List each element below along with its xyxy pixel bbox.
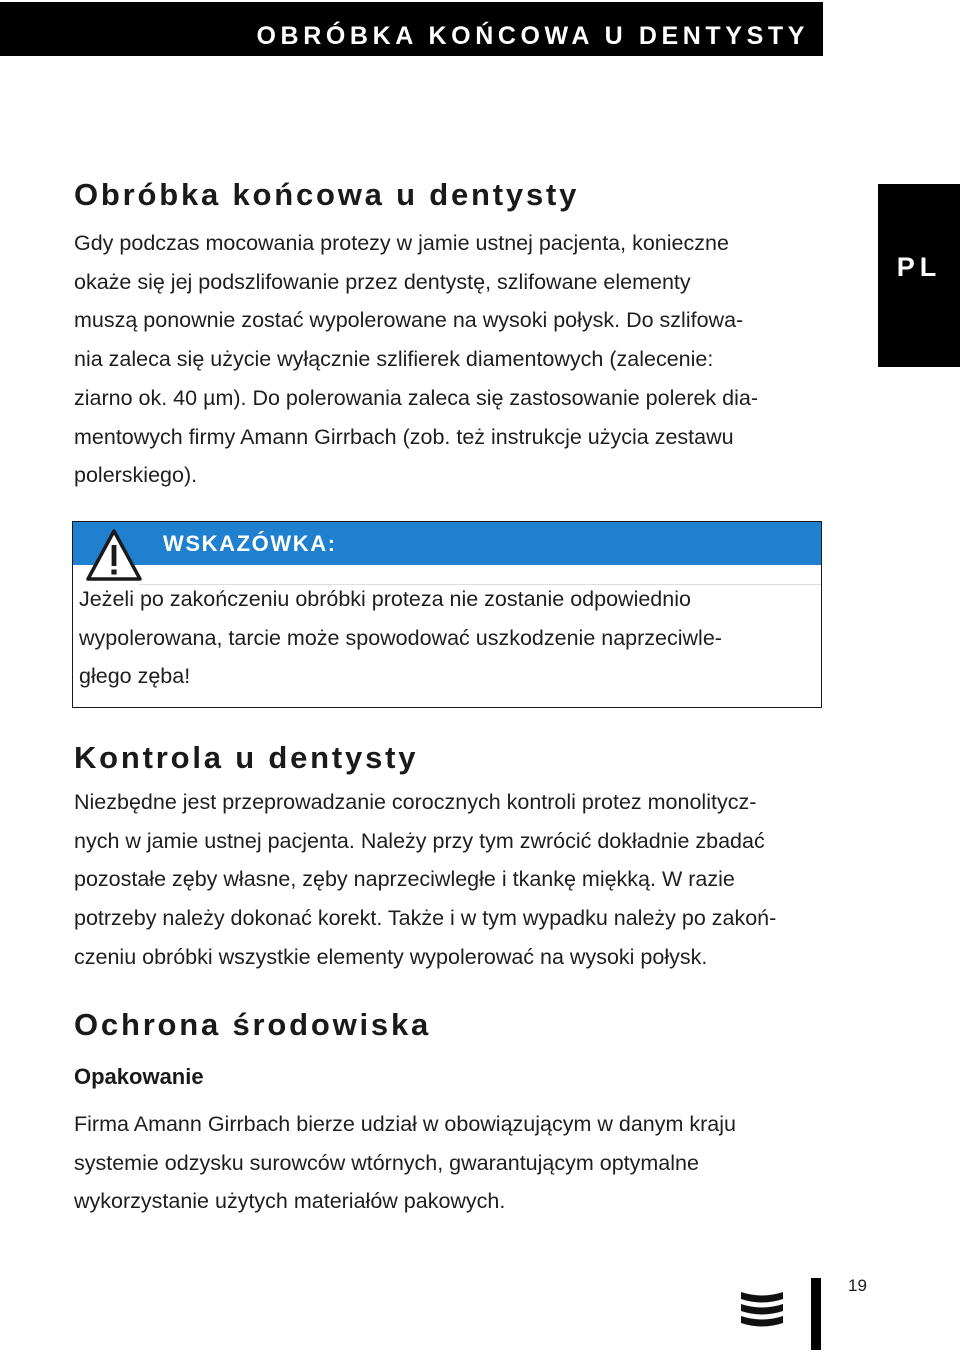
text-line: Firma Amann Girrbach bierze udział w obowiązującym w danym kraju	[74, 1112, 736, 1136]
language-tab	[878, 184, 960, 367]
subheading-packaging: Opakowanie	[74, 1064, 204, 1089]
text-line: głego zęba!	[79, 664, 191, 689]
text-line: nych w jamie ustnej pacjenta. Należy przy tym zwrócić dokładnie zbadać	[74, 828, 765, 853]
text-line: muszą ponownie zostać wypolerowane na wysoki połysk. Do szlifowa-	[74, 308, 744, 333]
text-line: polerskiego).	[74, 463, 198, 488]
text-line: Niezbędne jest przeprowadzanie corocznych kontroli protez monolitycz-	[74, 790, 757, 814]
text-line: wykorzystanie użytych materiałów pakowych.	[74, 1189, 506, 1214]
header-title: OBRÓBKA KOŃCOWA U DENTYSTY	[256, 22, 809, 50]
text-line: systemie odzysku surowców wtórnych, gwarantującym optymalne	[74, 1150, 699, 1175]
amann-girrbach-logo-icon	[738, 1289, 786, 1335]
text-line: Gdy podczas mocowania protezy w jamie ustnej pacjenta, konieczne	[74, 231, 729, 255]
text-line: mentowych firmy Amann Girrbach (zob. też instrukcje użycia zestawu	[74, 424, 734, 449]
note-heading: WSKAZÓWKA:	[163, 531, 337, 556]
note-text	[79, 580, 814, 696]
section-body-check	[74, 783, 824, 977]
text-line: pozostałe zęby własne, zęby naprzeciwległe i tkankę miękką. W razie	[74, 867, 735, 892]
language-tab-label: PL	[896, 252, 942, 282]
text-line: okaże się jej podszlifowanie przez dentystę, szlifowane elementy	[74, 269, 691, 294]
warning-triangle-icon	[84, 526, 144, 582]
note-box	[72, 521, 822, 708]
section-heading-check: Kontrola u dentysty	[74, 740, 419, 775]
section-heading-finishing: Obróbka końcowa u dentysty	[74, 177, 580, 212]
section-body-environment	[74, 1105, 824, 1221]
footer-divider	[811, 1278, 821, 1350]
section-body-finishing	[74, 224, 824, 495]
page-number: 19	[848, 1276, 867, 1295]
text-line: wypolerowana, tarcie może spowodować uszkodzenie naprzeciwle-	[79, 625, 722, 650]
text-line: nia zaleca się użycie wyłącznie szlifierek diamentowych (zalecenie:	[74, 347, 714, 372]
text-line: ziarno ok. 40 µm). Do polerowania zaleca się zastosowanie polerek dia-	[74, 385, 759, 410]
text-line: czeniu obróbki wszystkie elementy wypolerować na wysoki połysk.	[74, 944, 708, 969]
header-bar	[0, 2, 823, 56]
section-heading-environment: Ochrona środowiska	[74, 1007, 432, 1042]
text-line: Jeżeli po zakończeniu obróbki proteza nie zostanie odpowiednio	[79, 587, 691, 611]
text-line: potrzeby należy dokonać korekt. Także i w tym wypadku należy po zakoń-	[74, 906, 777, 931]
